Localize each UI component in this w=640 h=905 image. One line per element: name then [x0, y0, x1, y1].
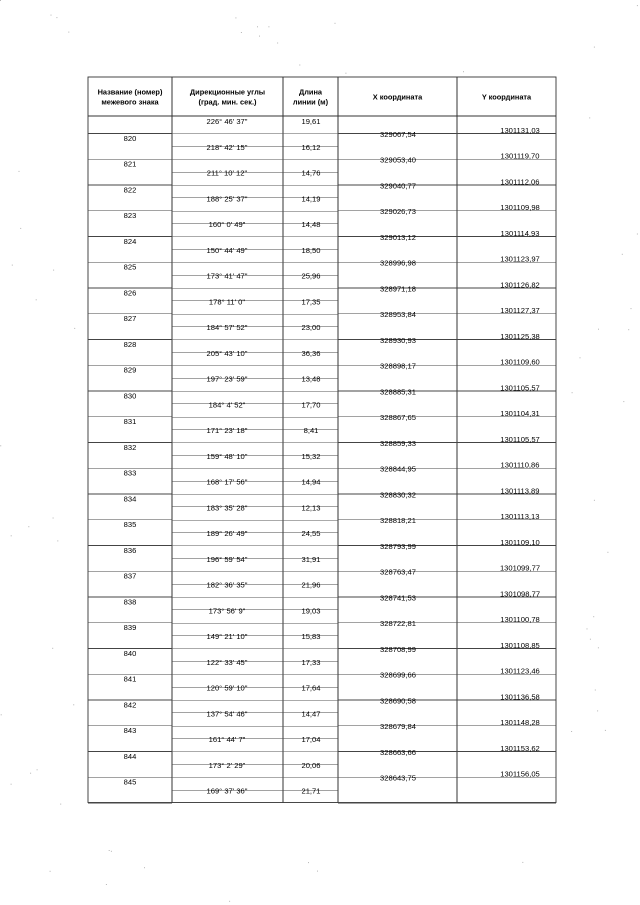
angle-cell: 218° 42' 15" — [206, 142, 248, 152]
point-name-cell: 844 — [123, 751, 137, 761]
point-name-cell: 822 — [123, 185, 137, 195]
angle-cell: 178° 11' 0" — [208, 297, 246, 307]
point-name-cell: 829 — [123, 365, 137, 375]
y-coordinate-cell: 1301131,03 — [500, 125, 540, 135]
length-cell: 19,03 — [301, 606, 321, 616]
y-coordinate-cell: 1301110,86 — [500, 460, 540, 470]
speck — [53, 270, 54, 271]
point-name-cell: 839 — [123, 623, 137, 633]
x-coordinate-cell: 328722,81 — [380, 619, 416, 629]
speck — [622, 254, 623, 255]
header-length: линии (м) — [292, 97, 329, 107]
speck — [73, 704, 74, 705]
speck — [74, 328, 75, 329]
speck — [277, 43, 278, 44]
speck — [628, 329, 629, 330]
speck — [52, 648, 53, 649]
point-name-cell: 840 — [123, 648, 137, 658]
speck — [51, 15, 52, 16]
y-coordinate-cell: 1301156,05 — [500, 769, 540, 779]
speck — [229, 901, 230, 902]
length-cell: 36,36 — [301, 348, 321, 358]
speck — [0, 445, 1, 446]
header-y: Y координата — [481, 92, 532, 102]
angle-cell: 122° 33' 45" — [206, 657, 248, 667]
y-coordinate-cell: 1301108,85 — [500, 640, 540, 650]
speck — [317, 871, 318, 872]
speck — [522, 862, 523, 863]
y-coordinate-cell: 1301123,97 — [500, 254, 540, 264]
speck — [11, 784, 12, 785]
speck — [299, 65, 300, 66]
length-cell: 14,94 — [301, 477, 321, 487]
table-grid — [88, 77, 556, 803]
angle-cell: 173° 56' 9" — [208, 606, 246, 616]
speck — [607, 552, 608, 553]
header-length: Длина — [298, 87, 323, 97]
angle-cell: 184° 4' 52" — [208, 400, 246, 410]
x-coordinate-cell: 328971,18 — [380, 284, 416, 294]
x-coordinate-cell: 328830,32 — [380, 490, 416, 500]
length-cell: 19,61 — [301, 117, 321, 126]
length-cell: 25,96 — [301, 271, 321, 281]
length-cell: 15,32 — [301, 451, 321, 461]
speck — [587, 628, 588, 629]
speck — [589, 117, 590, 118]
speck — [593, 616, 594, 617]
table-frame — [88, 77, 556, 803]
length-cell: 8,41 — [303, 426, 319, 435]
y-coordinate-cell: 1301099,77 — [499, 563, 541, 573]
y-coordinate-cell: 1301127,37 — [500, 306, 540, 316]
length-cell: 18,50 — [301, 245, 321, 255]
x-coordinate-cell: 328679,84 — [380, 722, 416, 732]
length-cell: 14,48 — [301, 220, 321, 229]
y-coordinate-cell: 1301126,82 — [500, 280, 540, 290]
point-name-cell: 832 — [123, 442, 137, 452]
x-coordinate-cell: 328867,65 — [380, 413, 416, 423]
length-cell: 15,83 — [301, 632, 321, 641]
speck — [257, 26, 258, 27]
angle-cell: 159° 48' 10" — [206, 451, 248, 461]
speck — [594, 500, 595, 501]
speck — [598, 329, 599, 330]
point-name-cell: 831 — [123, 417, 137, 427]
speck — [0, 0, 1, 1]
y-coordinate-cell: 1301104,31 — [500, 409, 540, 419]
length-cell: 17,64 — [301, 683, 321, 693]
x-coordinate-cell: 328885,31 — [380, 387, 416, 397]
speck — [111, 851, 112, 852]
speck — [595, 690, 596, 691]
angle-cell: 205° 43' 10" — [206, 348, 248, 358]
speck — [572, 392, 573, 393]
angle-cell: 160° 0' 49" — [208, 220, 246, 229]
speck — [590, 639, 591, 640]
speck — [12, 265, 13, 266]
speck — [597, 710, 598, 711]
point-name-cell: 845 — [123, 777, 137, 787]
length-cell: 24,55 — [301, 529, 321, 538]
y-coordinate-cell: 1301109,98 — [500, 203, 540, 213]
angle-cell: 149° 21' 10" — [206, 632, 248, 641]
speck — [631, 308, 632, 309]
speck — [259, 36, 260, 37]
y-coordinate-cell: 1301109,10 — [500, 537, 540, 547]
length-cell: 21,96 — [301, 580, 321, 590]
x-coordinate-cell: 328690,58 — [380, 696, 416, 706]
x-coordinate-cell: 328818,21 — [380, 516, 416, 526]
point-name-cell: 834 — [123, 494, 137, 504]
x-coordinate-cell: 328763,47 — [380, 567, 416, 577]
speck — [20, 228, 21, 229]
x-coordinate-cell: 328859,33 — [380, 438, 416, 448]
y-coordinate-cell: 1301114,93 — [500, 228, 540, 238]
speck — [11, 535, 12, 536]
y-coordinate-cell: 1301153,62 — [500, 743, 540, 753]
angle-cell: 173° 41' 47" — [206, 271, 248, 281]
speck — [28, 526, 29, 527]
speck — [60, 804, 61, 805]
y-coordinate-cell: 1301113,89 — [500, 486, 540, 496]
speck — [594, 47, 595, 48]
speck — [598, 647, 599, 648]
point-name-cell: 841 — [123, 674, 137, 684]
header-angle: (град. мин. сек.) — [198, 97, 257, 107]
x-coordinate-cell: 328699,66 — [380, 670, 416, 680]
point-name-cell: 828 — [123, 339, 137, 349]
speck — [36, 299, 37, 300]
speck — [463, 71, 464, 72]
angle-cell: 184° 57' 52" — [206, 323, 248, 332]
speck — [571, 731, 572, 732]
speck — [637, 234, 638, 235]
speck — [57, 540, 58, 541]
speck — [637, 5, 638, 6]
speck — [53, 518, 54, 519]
angle-cell: 150° 44' 49" — [206, 245, 248, 255]
length-cell: 17,70 — [301, 400, 321, 410]
speck — [335, 23, 336, 24]
y-coordinate-cell: 1301100,78 — [500, 615, 540, 625]
length-cell: 14,76 — [301, 168, 321, 178]
angle-cell: 211° 10' 12" — [206, 168, 248, 178]
length-cell: 20,06 — [301, 760, 321, 770]
length-cell: 13,48 — [301, 374, 321, 384]
length-cell: 23,00 — [301, 323, 321, 332]
speck — [37, 769, 38, 770]
speck — [235, 17, 236, 18]
point-name-cell: 838 — [123, 597, 137, 607]
length-cell: 14,47 — [301, 709, 321, 719]
x-coordinate-cell: 328663,66 — [380, 747, 416, 757]
angle-cell: 188° 25' 37" — [206, 194, 248, 204]
y-coordinate-cell: 1301136,58 — [500, 692, 540, 702]
header-name: Название (номер) — [97, 87, 163, 97]
angle-cell: 169° 37' 36" — [206, 786, 248, 796]
header-angle: Дирекционные углы — [189, 87, 266, 97]
point-name-cell: 830 — [123, 391, 137, 401]
angle-cell: 196° 59' 54" — [206, 554, 248, 564]
point-name-cell: 827 — [123, 314, 137, 324]
y-coordinate-cell: 1301125,38 — [500, 331, 540, 341]
x-coordinate-cell: 328793,99 — [380, 541, 416, 551]
speck — [56, 17, 57, 18]
point-name-cell: 842 — [123, 700, 137, 710]
x-coordinate-cell: 329026,73 — [380, 207, 416, 217]
angle-cell: 161° 44' 7" — [208, 735, 246, 744]
point-name-cell: 823 — [123, 211, 137, 221]
speck — [623, 401, 624, 402]
table-body — [124, 117, 540, 796]
speck — [50, 871, 51, 872]
x-coordinate-cell: 329040,77 — [380, 181, 416, 191]
point-name-cell: 820 — [123, 133, 137, 143]
angle-cell: 137° 54' 46" — [206, 709, 248, 719]
speck — [308, 862, 309, 863]
point-name-cell: 826 — [123, 288, 137, 298]
x-coordinate-cell: 328708,99 — [380, 644, 416, 654]
speck — [144, 867, 145, 868]
angle-cell: 120° 59' 10" — [206, 683, 248, 693]
x-coordinate-cell: 328996,98 — [380, 258, 416, 268]
speck — [106, 884, 107, 885]
point-name-cell: 836 — [123, 545, 137, 555]
speck — [268, 26, 269, 27]
speck — [580, 357, 581, 358]
y-coordinate-cell: 1301113,13 — [500, 512, 540, 522]
y-coordinate-cell: 1301098,77 — [499, 589, 541, 599]
x-coordinate-cell: 328898,17 — [380, 361, 416, 371]
x-coordinate-cell: 328741,53 — [380, 593, 416, 603]
speck — [345, 73, 346, 74]
x-coordinate-cell: 328643,75 — [380, 773, 416, 783]
speck — [1, 714, 2, 715]
length-cell: 17,04 — [301, 735, 321, 744]
point-name-cell: 824 — [123, 236, 137, 246]
angle-cell: 226° 46' 37" — [206, 117, 248, 126]
x-coordinate-cell: 329013,12 — [380, 232, 416, 242]
x-coordinate-cell: 328844,95 — [380, 464, 416, 474]
length-cell: 14,19 — [301, 194, 321, 204]
length-cell: 17,35 — [301, 297, 321, 307]
point-name-cell: 833 — [123, 468, 137, 478]
y-coordinate-cell: 1301123,46 — [500, 666, 540, 676]
speck — [109, 850, 110, 851]
length-cell: 31,91 — [301, 554, 321, 564]
point-name-cell: 843 — [123, 726, 137, 736]
angle-cell: 168° 17' 56" — [206, 477, 248, 487]
table-header — [98, 88, 532, 107]
speck — [241, 32, 242, 33]
length-cell: 16,12 — [301, 142, 321, 152]
speck — [30, 773, 31, 774]
point-name-cell: 825 — [123, 262, 137, 272]
y-coordinate-cell: 1301109,60 — [500, 357, 540, 367]
y-coordinate-cell: 1301105,57 — [500, 434, 540, 444]
x-coordinate-cell: 328953,84 — [380, 310, 416, 320]
speck — [68, 32, 69, 33]
y-coordinate-cell: 1301148,28 — [500, 718, 540, 728]
length-cell: 21,71 — [301, 786, 321, 796]
angle-cell: 171° 23' 18" — [206, 426, 248, 435]
x-coordinate-cell: 329053,40 — [380, 155, 416, 165]
point-name-cell: 821 — [123, 159, 137, 169]
angle-cell: 173° 2' 29" — [208, 760, 246, 770]
x-coordinate-cell: 329067,54 — [380, 129, 416, 139]
angle-cell: 183° 35' 28" — [206, 503, 248, 513]
length-cell: 17,33 — [301, 657, 321, 667]
angle-cell: 197° 23' 59" — [206, 374, 248, 384]
y-coordinate-cell: 1301119,70 — [500, 151, 540, 161]
speck — [19, 171, 20, 172]
speck — [605, 730, 606, 731]
y-coordinate-cell: 1301105,57 — [500, 383, 540, 393]
y-coordinate-cell: 1301112,06 — [500, 177, 540, 187]
header-name: межевого знака — [101, 97, 159, 107]
header-x: X координата — [372, 92, 423, 102]
angle-cell: 189° 26' 49" — [206, 529, 248, 538]
angle-cell: 182° 36' 35" — [206, 580, 248, 590]
x-coordinate-cell: 328930,93 — [380, 335, 416, 345]
point-name-cell: 837 — [123, 571, 137, 581]
point-name-cell: 835 — [123, 520, 137, 530]
length-cell: 12,13 — [301, 503, 321, 513]
